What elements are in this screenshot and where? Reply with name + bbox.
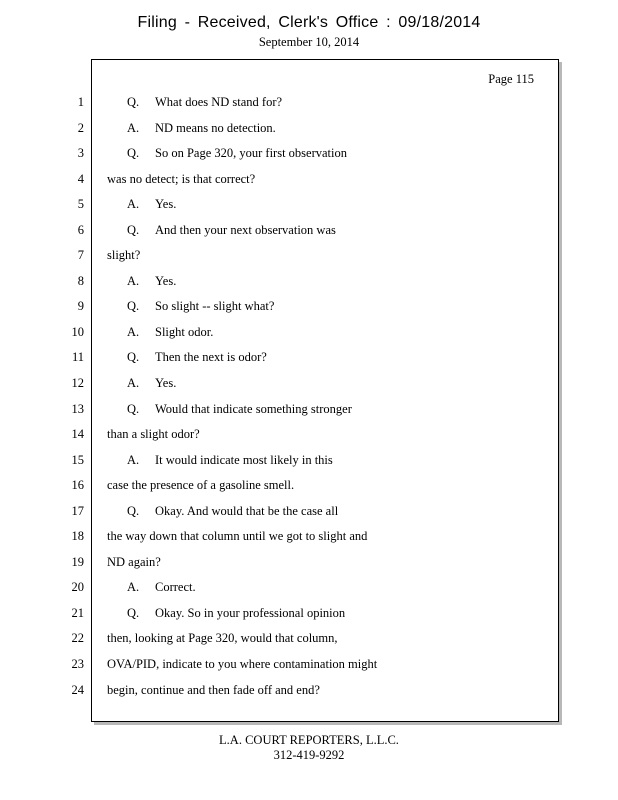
line-text: And then your next observation was	[155, 222, 336, 237]
line-number: 10	[71, 324, 84, 339]
line-text: than a slight odor?	[107, 427, 200, 442]
speaker-label: A.	[127, 120, 140, 135]
line-number: 15	[71, 452, 84, 467]
transcript-line	[107, 246, 377, 272]
line-text: Slight odor.	[155, 324, 214, 339]
line-number: 18	[71, 529, 84, 544]
transcript-line	[107, 374, 377, 400]
line-text: Would that indicate something stronger	[155, 401, 352, 416]
court-reporter-name: L.A. COURT REPORTERS, L.L.C.	[219, 733, 399, 747]
line-number: 3	[77, 146, 84, 161]
speaker-label: Q.	[127, 605, 140, 620]
court-reporter-phone: 312-419-9292	[273, 748, 345, 762]
transcript-line	[107, 451, 377, 477]
line-number: 23	[71, 657, 84, 672]
line-text: Then the next is odor?	[155, 350, 267, 365]
speaker-label: A.	[127, 452, 140, 467]
transcript-line	[107, 297, 377, 323]
transcript-line	[107, 195, 377, 221]
line-text: It would indicate most likely in this	[155, 452, 333, 467]
transcript-line	[107, 323, 377, 349]
line-text: So slight -- slight what?	[155, 299, 275, 314]
line-text: So on Page 320, your first observation	[155, 146, 347, 161]
transcript-line	[107, 681, 377, 707]
speaker-label: Q.	[127, 95, 140, 109]
line-number: 8	[77, 273, 84, 288]
line-text: Okay. And would that be the case all	[155, 503, 339, 518]
transcript-line	[107, 144, 377, 170]
transcript-line	[107, 221, 377, 247]
speaker-label: Q.	[127, 146, 140, 161]
transcript-date: September 10, 2014	[258, 35, 360, 49]
transcript-lines	[107, 93, 377, 706]
transcript-line	[107, 604, 377, 630]
page-number: Page 115	[488, 72, 534, 86]
line-text: the way down that column until we got to slight and	[107, 529, 368, 544]
line-text: Yes.	[155, 273, 177, 288]
transcript-line	[107, 553, 377, 579]
line-number: 12	[71, 376, 84, 391]
line-number: 16	[71, 478, 84, 493]
speaker-label: Q.	[127, 299, 140, 314]
line-text: Okay. So in your professional opinion	[155, 605, 346, 620]
transcript-line	[107, 93, 377, 119]
line-number: 14	[71, 427, 84, 442]
line-number: 4	[77, 171, 84, 186]
line-text: then, looking at Page 320, would that column,	[107, 631, 338, 646]
speaker-label: A.	[127, 273, 140, 288]
line-number: 20	[71, 580, 84, 595]
line-number: 2	[77, 120, 84, 135]
line-text: case the presence of a gasoline smell.	[107, 478, 295, 493]
line-number: 13	[71, 401, 84, 416]
line-text: OVA/PID, indicate to you where contamination might	[107, 657, 378, 672]
transcript-line	[107, 502, 377, 528]
line-number: 22	[71, 631, 84, 646]
transcript-line	[107, 119, 377, 145]
speaker-label: Q.	[127, 503, 140, 518]
transcript-line	[107, 425, 377, 451]
transcript-line	[107, 272, 377, 298]
line-number: 7	[77, 248, 84, 263]
line-text: slight?	[107, 248, 141, 263]
line-text: Yes.	[155, 376, 177, 391]
speaker-label: Q.	[127, 222, 140, 237]
transcript-line	[107, 578, 377, 604]
transcript-line	[107, 629, 377, 655]
line-number: 21	[71, 605, 84, 620]
transcript-line	[107, 400, 377, 426]
line-number: 17	[71, 503, 84, 518]
speaker-label: A.	[127, 197, 140, 212]
speaker-label: Q.	[127, 350, 140, 365]
line-text: What does ND stand for?	[155, 95, 283, 109]
line-number: 6	[77, 222, 84, 237]
line-number: 1	[77, 95, 84, 109]
speaker-label: A.	[127, 376, 140, 391]
line-text: begin, continue and then fade off and end?	[107, 682, 320, 697]
transcript-line	[107, 170, 377, 196]
line-number: 11	[71, 350, 84, 365]
line-text: ND again?	[107, 554, 161, 569]
speaker-label: A.	[127, 580, 140, 595]
transcript-line	[107, 348, 377, 374]
line-number: 5	[77, 197, 84, 212]
line-text: Correct.	[155, 580, 196, 595]
line-number-column	[56, 93, 84, 706]
transcript-line	[107, 655, 377, 681]
line-text: was no detect; is that correct?	[107, 171, 256, 186]
line-number: 9	[77, 299, 84, 314]
line-number: 24	[71, 682, 84, 697]
line-text: Yes.	[155, 197, 177, 212]
line-number: 19	[71, 554, 84, 569]
speaker-label: Q.	[127, 401, 140, 416]
transcript-line	[107, 476, 377, 502]
line-text: ND means no detection.	[155, 120, 276, 135]
filing-stamp-header: Filing - Received, Clerk's Office : 09/18/2014	[137, 14, 481, 31]
transcript-line	[107, 527, 377, 553]
speaker-label: A.	[127, 324, 140, 339]
